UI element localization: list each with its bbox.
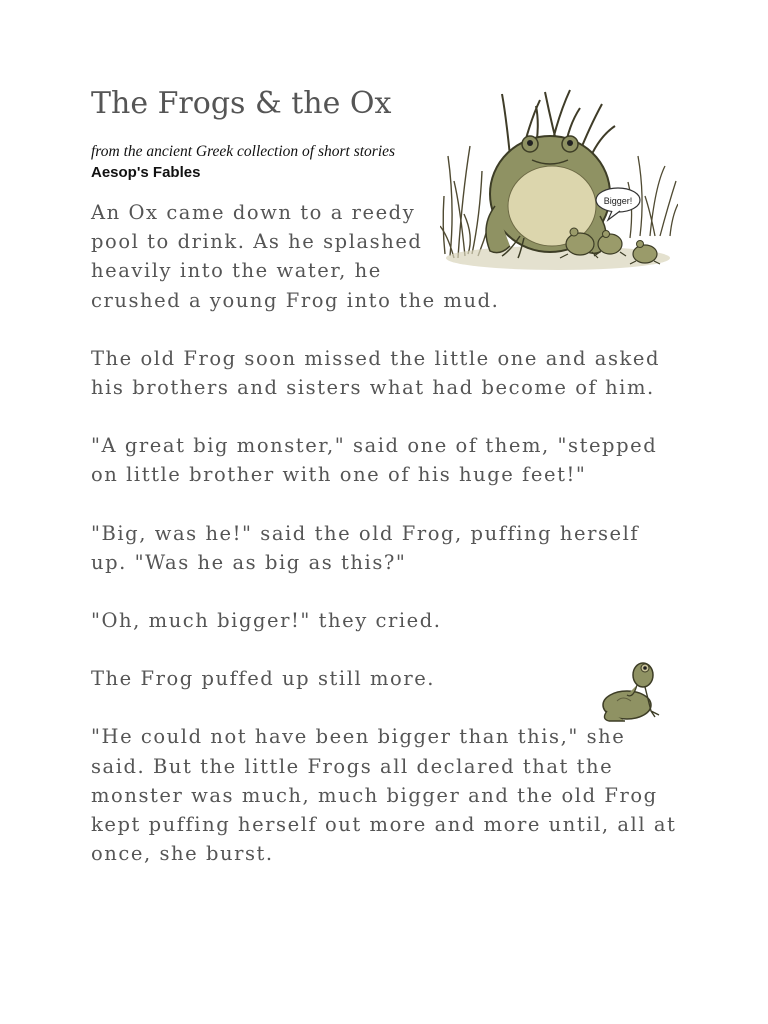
illustration-spacer — [423, 198, 681, 278]
paragraph: "Big, was he!" said the old Frog, puffing herself up. "Was he as big as this?" — [91, 521, 640, 574]
paragraph: The old Frog soon missed the little one and asked his brothers and sisters what had become of him. — [91, 346, 661, 400]
small-frog-icon — [597, 655, 665, 727]
subtitle-book-title: Aesop's Fables — [91, 164, 201, 181]
paragraph: The Frog puffed up still more. — [91, 667, 436, 691]
speech-bubble-text: Bigger! — [603, 196, 633, 206]
paragraph: An Ox came down to a reedy pool to drink. As he splashed heavily into the water, he crushed a young Frog into the mud. — [91, 201, 500, 312]
subtitle — [91, 141, 421, 183]
page-title: The Frogs & the Ox — [91, 86, 392, 121]
subtitle-lead: from the ancient Greek collection of short stories — [91, 143, 396, 160]
paragraph: "He could not have been bigger than this," she said. But the little Frogs all declared that the monster was much, much bigger and the old Frog kept puffing herself out more and more until, all at once, she burst. — [91, 725, 677, 866]
story-body — [91, 198, 681, 897]
paragraph: "Oh, much bigger!" they cried. — [91, 609, 442, 633]
paragraph: "A great big monster," said one of them, "stepped on little brother with one of his huge feet!" — [91, 434, 658, 487]
